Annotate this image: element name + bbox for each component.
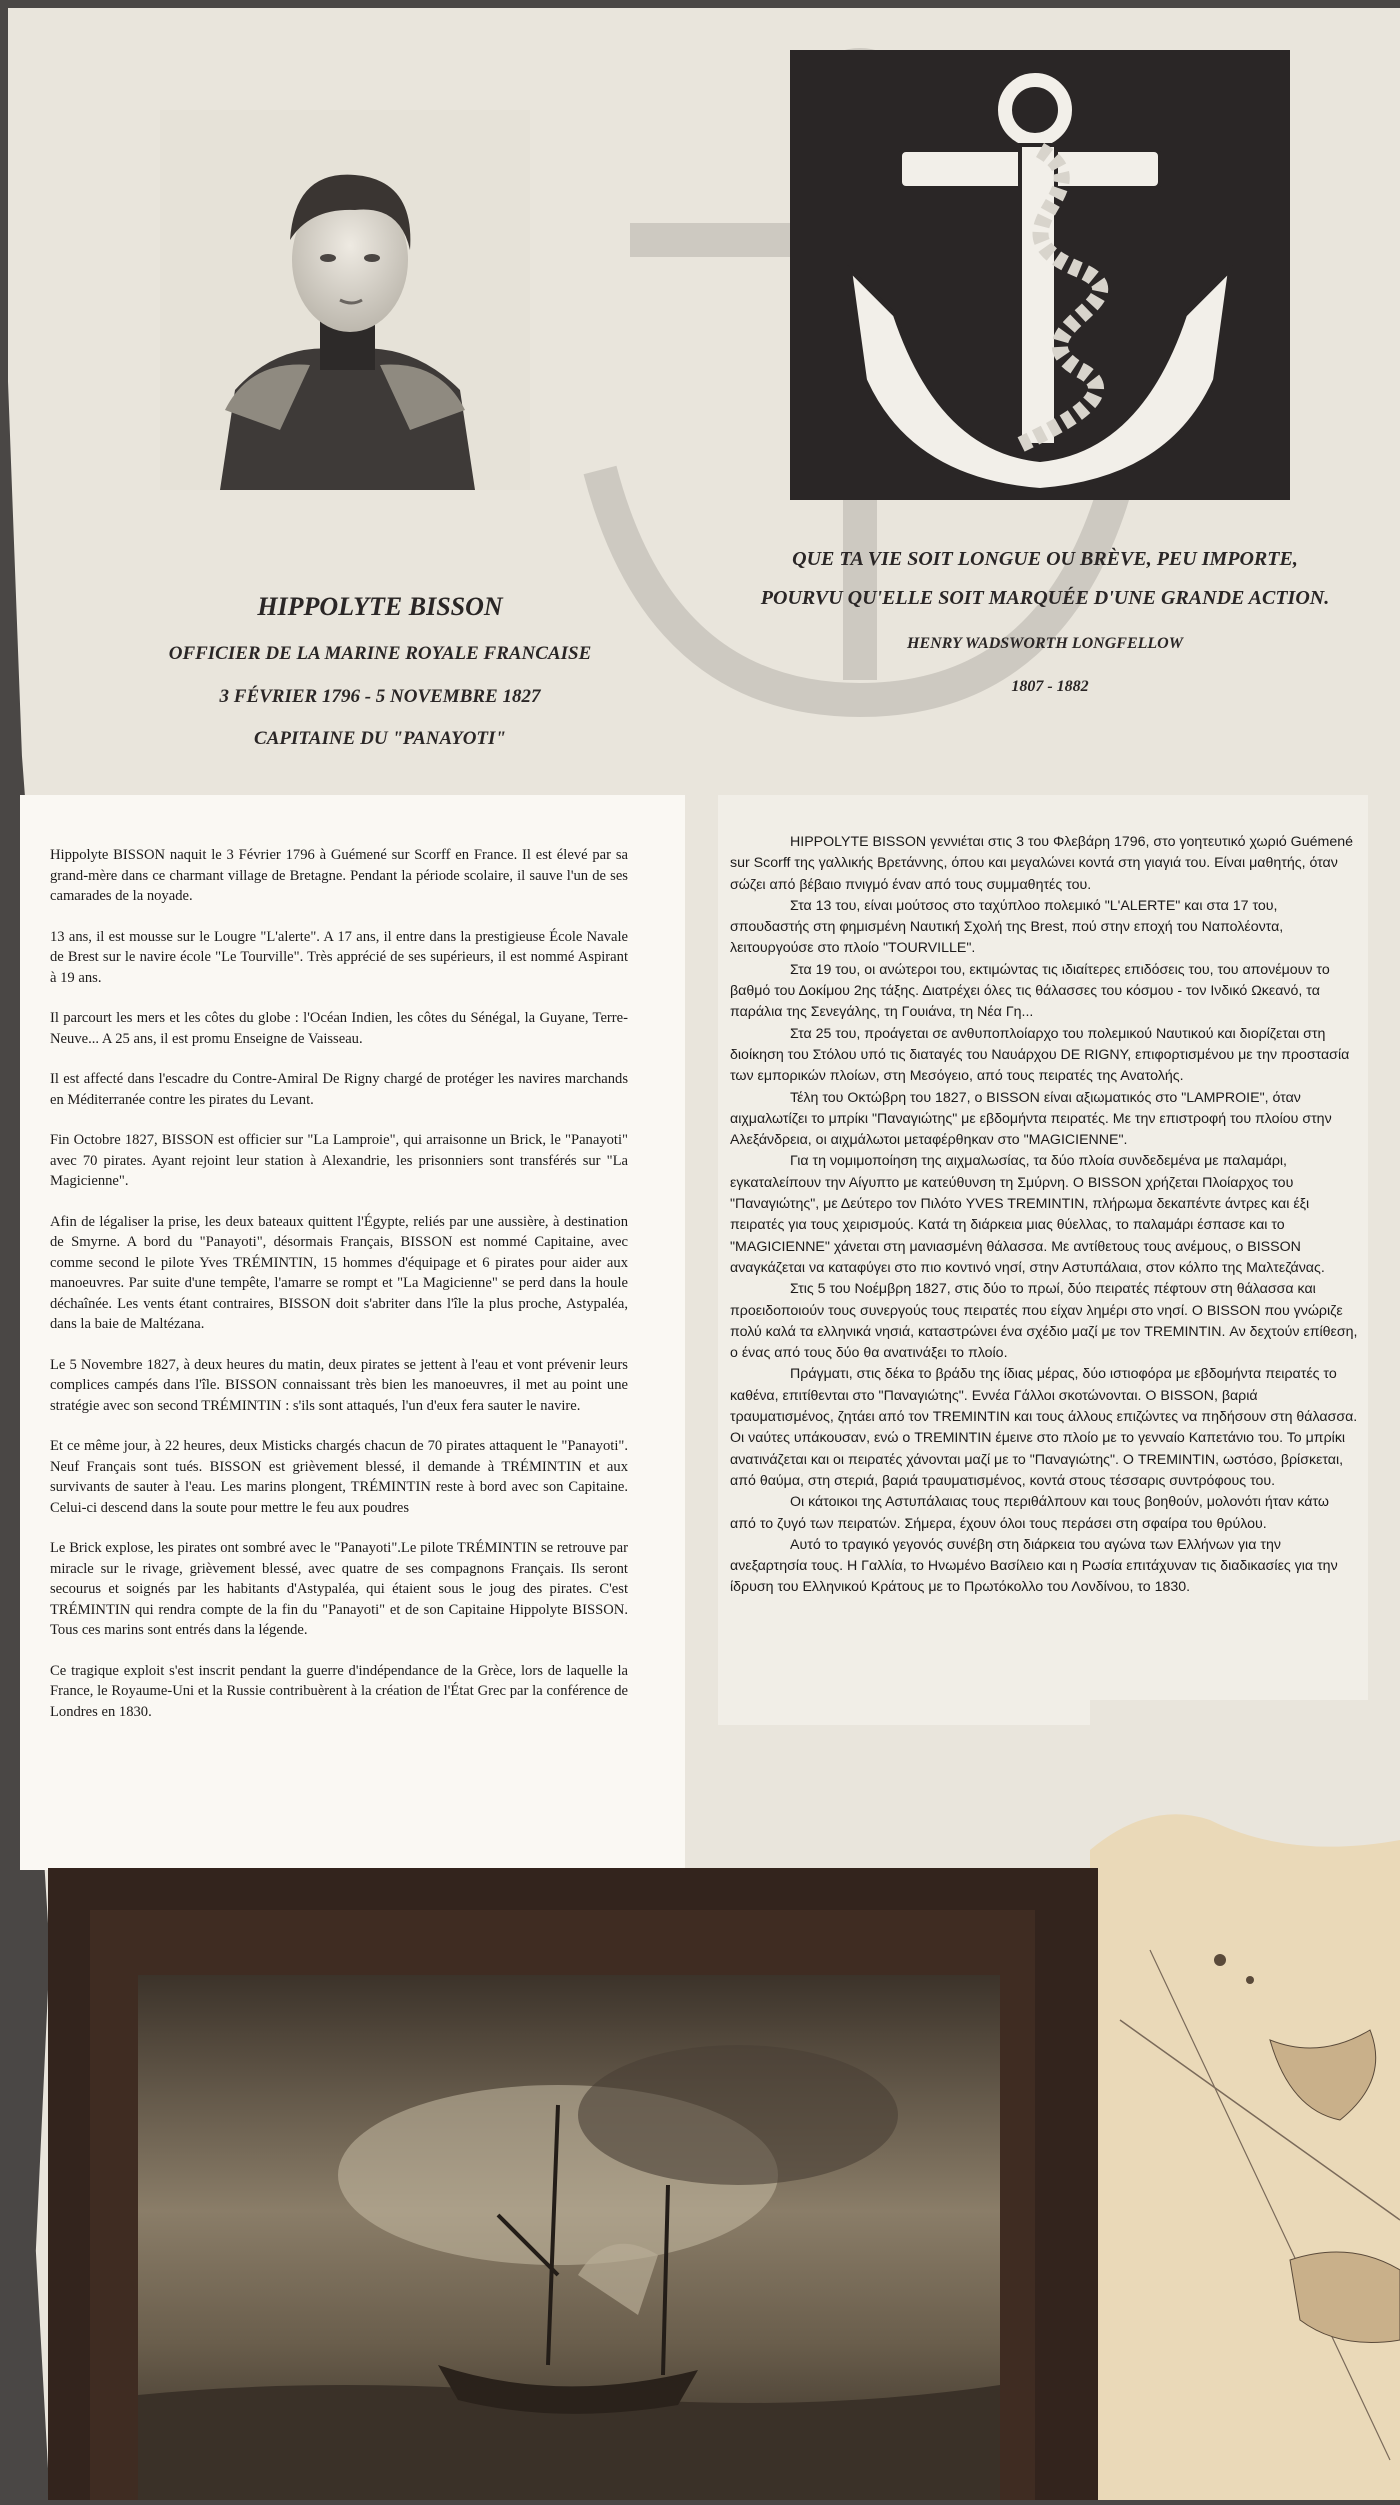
french-paragraph: Le 5 Novembre 1827, à deux heures du matin, deux pirates se jettent à l'eau et vont prévenir leurs complices campés dans l'île. BISSON connaissant très bien les manoeuvres, il met au point une stratégie avec son second TRÉMINTIN : s'ils sont attaqués, l'un d'eux fera sauter le navire. — [50, 1356, 628, 1414]
person-role: OFFICIER DE LA MARINE ROYALE FRANCAISE — [168, 643, 592, 664]
quote-line-1: QUE TA VIE SOIT LONGUE OU BRÈVE, PEU IMPORTE, — [792, 548, 1298, 570]
shipwreck-painting — [138, 1975, 1000, 2500]
greek-paragraph: Στα 19 του, οι ανώτεροι του, εκτιμώντας τις ιδιαίτερες επιδόσεις του, του απονέμουν το βαθμό του Δοκίμου 2ης τάξης. Διατρέχει όλες τις θάλασσες του κόσμου - τον Ινδικό Ωκεανό, τα παράλια της Σενεγάλης, τη Γουιάνα, τη Νέα Γη... — [730, 961, 1330, 1021]
french-paragraph: Afin de légaliser la prise, les deux bateaux quittent l'Égypte, reliés par une aussière, à destination de Smyrne. A bord du "Panayoti", désormais Français, BISSON est nommé Capitaine, avec comme second le pilote Yves TRÉMINTIN, 15 hommes d'équipage et 6 pirates pour aider aux manoeuvres. Par suite d'une tempête, l'amarre se rompt et "La Magicienne" se perd dans la houle déchaînée. Les vents étant contraires, BISSON doit s'abriter dans l'île la plus proche, Astypaléa, dans la baie de Maltézana. — [50, 1213, 628, 1332]
french-paragraph: 13 ans, il est mousse sur le Lougre "L'alerte". A 17 ans, il entre dans la prestigieuse École Navale de Brest sur le navire école "Le Tourville". Très apprécié de ses supérieurs, il est nommé Aspirant à 19 ans. — [50, 928, 628, 986]
portrait-engraving — [160, 110, 530, 490]
ship-command: CAPITAINE DU "PANAYOTI" — [254, 728, 506, 749]
anchor-icon — [790, 50, 1290, 500]
quote-line-2: POURVU QU'ELLE SOIT MARQUÉE D'UNE GRANDE ACTION. — [760, 587, 1330, 609]
french-paragraph: Et ce même jour, à 22 heures, deux Misticks chargés chacun de 70 pirates attaquent le "Panayoti". Neuf Français sont tués. BISSON est grièvement blessé, il demande à TRÉMINTIN et aux survivants de sauter à l'eau. Les marins plongent, TRÉMINTIN reste à bord avec son Capitaine. Celui-ci descend dans la soute pour mettre le feu aux poudres — [50, 1438, 628, 1516]
greek-paragraph: Στις 5 του Νοέμβρη 1827, στις δύο το πρωί, δύο πειρατές πέφτουν στη θάλασσα και προειδοποιούν τους συνεργούς τους πειρατές που είχαν λημέρι στο νησί. Ο BISSON που γνώριζε πολύ καλά τα ελληνικά νησιά, καταστρώνει ένα σχέδιο μαζί με τον TREMINTIN. Αν δεχτούν επίθεση, ο ένας από τους δύο θα ανατινάξει το πλοίο. — [730, 1281, 1358, 1362]
greek-paragraph: Για τη νομιμοποίηση της αιχμαλωσίας, τα δύο πλοία συνδεδεμένα με παλαμάρι, εγκαταλείπουν την Αίγυπτο με κατεύθυνση τη Σμύρνη. Ο BISSON χρήζεται Πλοίαρχος του "Παναγιώτης", με Δεύτερο τον Πιλότο YVES TREMINTIN, πλήρωμα δεκαπέντε άντρες και έξι πειρατές για τους χειρισμούς. Κατά τη διάρκεια μιας θύελλας, το παλαμάρι έσπασε και το "MAGICIENNE" χάνεται στη μανιασμένη θάλασσα. Με αντίθετους τους ανέμους, ο BISSON αναγκάζεται να καταφύγει στο πιο κοντινό νησί, στην Αστυπάλαια, στον κόλπο της Μαλτεζάνας. — [730, 1153, 1325, 1276]
greek-paragraph: Στα 25 του, προάγεται σε ανθυποπλοίαρχο του πολεμικού Ναυτικού και διορίζεται στη διοίκηση του Στόλου υπό τις διαταγές του Ναυάρχου DE RIGNY, επιφορτισμένου με την προστασία των εμπορικών πλοίων, στη Μεσόγειο, από τους πειρατές της Ανατολής. — [730, 1025, 1350, 1085]
map-fragment — [1090, 1700, 1400, 2500]
french-biography — [50, 845, 628, 1742]
quote-author-dates: 1807 - 1882 — [1011, 678, 1089, 695]
french-paragraph: Ce tragique exploit s'est inscrit pendant la guerre d'indépendance de la Grèce, lors de laquelle la France, le Royaume-Uni et la Russie contribuèrent à la création de l'État Grec par la conférence de Londres en 1830. — [50, 1662, 628, 1720]
greek-paragraph: HIPPOLYTE BISSON γεννιέται στις 3 του Φλεβάρη 1796, στο γοητευτικό χωριό Guémené sur Scorff της γαλλικής Βρετάννης, όπου και μεγαλώνει κοντά στη γιαγιά του. Είναι μαθητής, όταν σώζει από βέβαιο πνιγμό έναν από τους συμμαθητές του. — [730, 834, 1353, 893]
french-paragraph: Il parcourt les mers et les côtes du globe : l'Océan Indien, les côtes du Sénégal, la Guyane, Terre-Neuve... A 25 ans, il est promu Enseigne de Vaisseau. — [50, 1010, 628, 1047]
life-dates: 3 FÉVRIER 1796 - 5 NOVEMBRE 1827 — [219, 686, 541, 707]
greek-paragraph: Στα 13 του, είναι μούτσος στο ταχύπλοο πολεμικό "L'ALERTE" και στα 17 του, σπουδαστής στη φημισμένη Ναυτική Σχολή της Brest, πού στην εποχή του Ναπολέοντα, λειτουργούσε στο πλοίο "TOURVILLE". — [730, 897, 1284, 957]
anchor-emblem — [790, 50, 1290, 500]
greek-paragraph: Αυτό το τραγικό γεγονός συνέβη στη διάρκεια του αγώνα των Ελλήνων για την ανεξαρτησία τους. Η Γαλλία, το Ηνωμένο Βασίλειο και η Ρωσία επιτάχυναν τις διαδικασίες για την ίδρυση του Ελληνικού Κράτους με το Πρωτόκολλο του Λονδίνου, το 1830. — [730, 1536, 1338, 1596]
french-paragraph: Le Brick explose, les pirates ont sombré avec le "Panayoti".Le pilote TRÉMINTIN se retrouve par miracle sur le rivage, grièvement blessé, avec quatre de ses compagnons Français. Ils seront secourus et soignés par les habitants d'Astypaléa, qui étaient sous le joug des pirates. C'est TRÉMINTIN qui rendra compte de la fin du "Panayoti" et de son Capitaine Hippolyte BISSON. Tous ces marins sont entrés dans la légende. — [50, 1540, 628, 1638]
french-paragraph: Fin Octobre 1827, BISSON est officier sur "La Lamproie", qui arraisonne un Brick, le "Panayoti" avec 70 pirates. Ayant rejoint leur station à Alexandrie, les prisonniers sont transférés sur "La Magicienne". — [50, 1132, 628, 1189]
greek-paragraph: Πράγματι, στις δέκα το βράδυ της ίδιας μέρας, δύο ιστιοφόρα με εβδομήντα πειρατές το καθένα, επιτίθενται στο "Παναγιώτης". Εννέα Γάλλοι σκοτώνονται. Ο BISSON, βαριά τραυματισμένος, ζητάει από τον TREMINTIN και τους άλλους επιζώντες να πηδήσουν στη θάλασσα. Οι ναύτες υπάκουσαν, ενώ ο TREMINTIN έμεινε στο πλοίο με το γενναίο Καπετάνιο του. Το μπρίκι ανατινάζεται και οι πειρατές χάνονται μαζί με το "Παναγιώτης". Ο TREMINTIN, ωστόσο, βρίσκεται, από θαύμα, στη στεριά, βαριά τραυματισμένος, κοντά στους τέσσαρις συντρόφους του. — [730, 1366, 1358, 1489]
french-paragraph: Il est affecté dans l'escadre du Contre-Amiral De Rigny chargé de protéger les navires marchands en Méditerranée contre les pirates du Levant. — [50, 1071, 628, 1108]
person-name: HIPPOLYTE BISSON — [257, 592, 503, 621]
greek-paragraph: Τέλη του Οκτώβρη του 1827, ο BISSON είναι αξιωματικός στο "LAMPROIE", όταν αιχμαλωτίζει το μπρίκι "Παναγιώτης" με εβδομήντα πειρατές. Με την επιστροφή του πλοίου στην Αλεξάνδρεια, οι αιχμάλωτοι μεταφέρθηκαν στο "MAGICIENNE". — [730, 1089, 1332, 1149]
greek-biography — [730, 832, 1358, 1599]
quote-author: HENRY WADSWORTH LONGFELLOW — [907, 635, 1183, 652]
french-paragraph: Hippolyte BISSON naquit le 3 Février 1796 à Guémené sur Scorff en France. Il est élevé par sa grand-mère dans ce charmant village de Bretagne. Pendant la période scolaire, il sauve l'un de ses camarades de la noyade. — [50, 847, 628, 904]
greek-paragraph: Οι κάτοικοι της Αστυπάλαιας τους περιθάλπουν και τους βοηθούν, μολονότι ήταν κάτω από το ζυγό των πειρατών. Σήμερα, έχουν όλοι τους περάσει στη σφαίρα του θρύλου. — [730, 1494, 1329, 1532]
